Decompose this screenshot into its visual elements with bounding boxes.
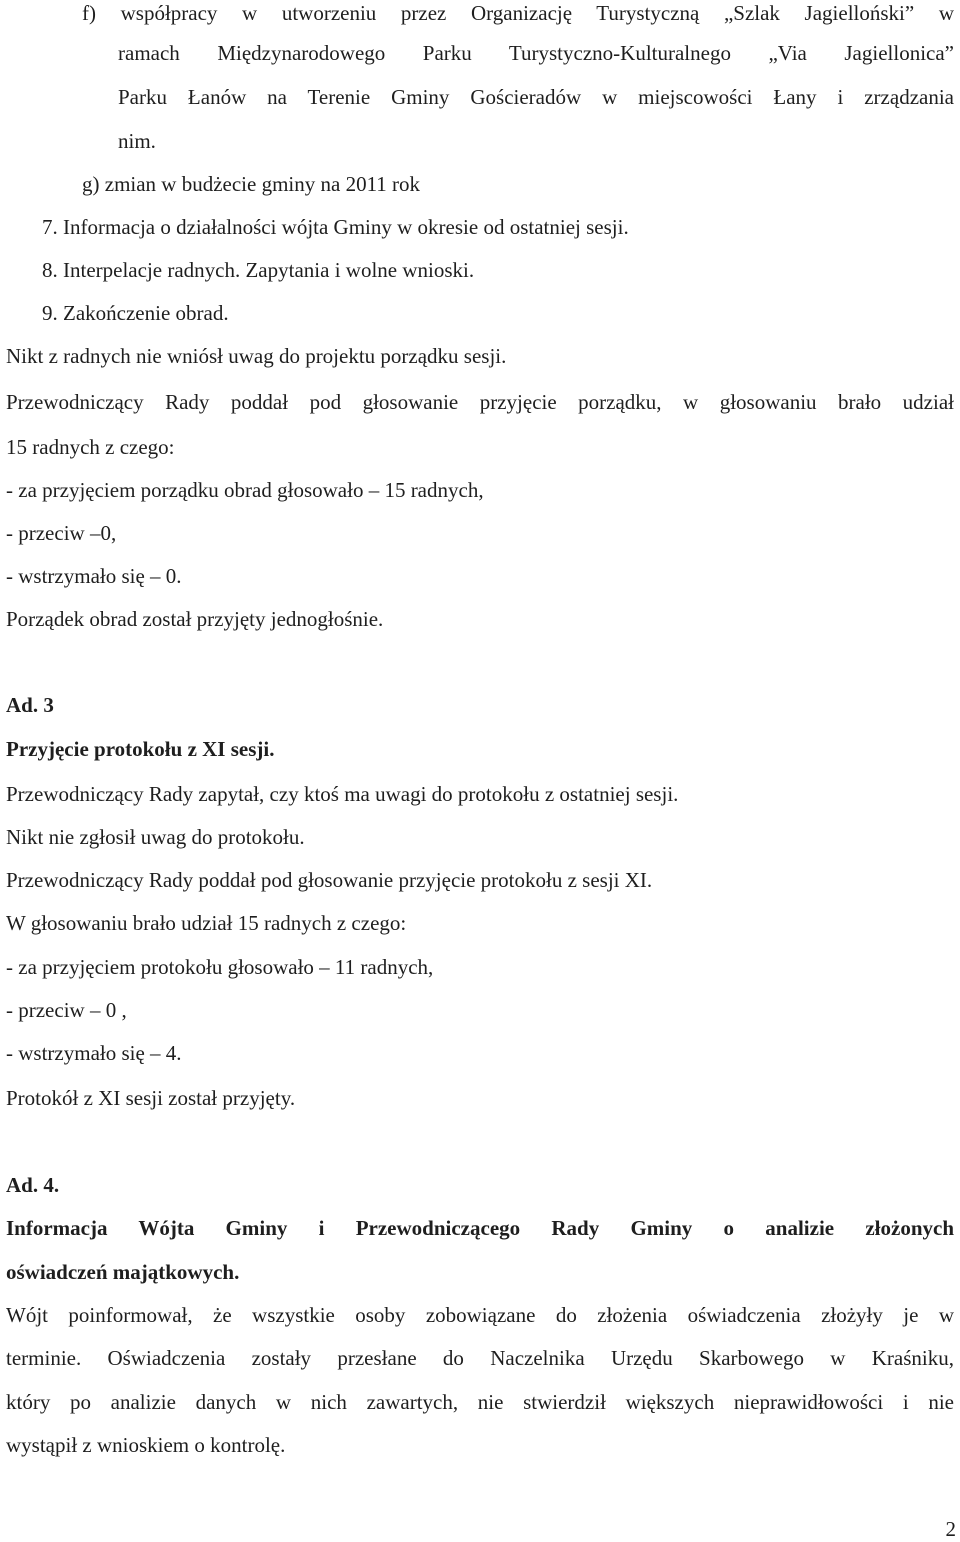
agenda-item-f-line-3: Parku Łanów na Terenie Gminy Gościeradów w miejscowości Łany i zrządzania (118, 85, 954, 109)
section-4-paragraph-line-1: Wójt poinformował, że wszystkie osoby zobowiązane do złożenia oświadczenia złożyły je w (6, 1303, 954, 1327)
section-4-heading: Ad. 4. (6, 1173, 60, 1197)
agenda-item-f-line-4: nim. (118, 129, 156, 153)
no-remarks-line: Nikt z radnych nie wniósł uwag do projektu porządku sesji. (6, 344, 507, 368)
order-vote-for: - za przyjęciem porządku obrad głosowało – 15 radnych, (6, 478, 484, 502)
section-4-title-line-1: Informacja Wójta Gminy i Przewodniczącego Rady Gminy o analizie złożonych (6, 1216, 954, 1240)
agenda-item-g: g) zmian w budżecie gminy na 2011 rok (82, 172, 421, 196)
order-vote-result: Porządek obrad został przyjęty jednogłośnie. (6, 607, 384, 631)
section-3-vote-intro: Przewodniczący Rady poddał pod głosowanie przyjęcie protokołu z sesji XI. (6, 868, 653, 892)
section-3-heading: Ad. 3 (6, 693, 54, 717)
agenda-item-f-line-2: ramach Międzynarodowego Parku Turystyczno-Kulturalnego „Via Jagiellonica” (118, 41, 954, 65)
section-4-title-line-2: oświadczeń majątkowych. (6, 1260, 240, 1284)
section-3-no-remarks: Nikt nie zgłosił uwag do protokołu. (6, 825, 305, 849)
order-vote-intro: Przewodniczący Rady poddał pod głosowanie przyjęcie porządku, w głosowaniu brało udział (6, 390, 954, 414)
page-number: 2 (945, 1517, 956, 1541)
section-3-question: Przewodniczący Rady zapytał, czy ktoś ma uwagi do protokołu z ostatniej sesji. (6, 782, 679, 806)
section-3-vote-count: W głosowaniu brało udział 15 radnych z czego: (6, 911, 407, 935)
section-4-paragraph-line-2: terminie. Oświadczenia zostały przesłane do Naczelnika Urzędu Skarbowego w Kraśniku, (6, 1346, 954, 1370)
section-3-vote-abstain: - wstrzymało się – 4. (6, 1041, 182, 1065)
agenda-item-9: 9. Zakończenie obrad. (42, 301, 229, 325)
section-4-paragraph-line-3: który po analizie danych w nich zawartych, nie stwierdził większych nieprawidłowości i nie (6, 1390, 954, 1414)
agenda-item-8: 8. Interpelacje radnych. Zapytania i wolne wnioski. (42, 258, 475, 282)
agenda-item-7: 7. Informacja o działalności wójta Gminy w okresie od ostatniej sesji. (42, 215, 629, 239)
section-3-result: Protokół z XI sesji został przyjęty. (6, 1086, 296, 1110)
section-3-vote-against: - przeciw – 0 , (6, 998, 127, 1022)
section-3-vote-for: - za przyjęciem protokołu głosowało – 11 radnych, (6, 955, 434, 979)
section-3-title: Przyjęcie protokołu z XI sesji. (6, 737, 275, 761)
order-vote-count: 15 radnych z czego: (6, 435, 175, 459)
order-vote-abstain: - wstrzymało się – 0. (6, 564, 182, 588)
section-4-paragraph-line-4: wystąpił z wnioskiem o kontrolę. (6, 1433, 286, 1457)
order-vote-against: - przeciw –0, (6, 521, 117, 545)
agenda-item-f-line-1: f) współpracy w utworzeniu przez Organizację Turystyczną „Szlak Jagielloński” w (82, 1, 954, 25)
